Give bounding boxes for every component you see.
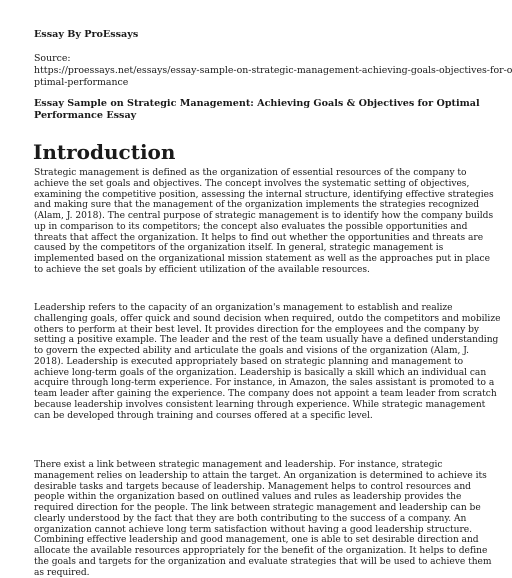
- paragraph-line: (Alam, J. 2018). The central purpose of strategic management is to identify how the company builds: [34, 211, 444, 222]
- paragraph-line: can be developed through training and courses offered at a specific level.: [34, 411, 444, 422]
- paragraph-line: achieve the set goals and objectives. The concept involves the systematic setting of objectives,: [34, 179, 444, 190]
- paragraph-line: and making sure that the management of the organization implements the strategies recognized: [34, 200, 444, 211]
- paragraph-line: people within the organization based on outlined values and rules as leadership provides the: [34, 492, 444, 503]
- source-url-line: ptimal-performance: [34, 77, 444, 89]
- paragraph-line: allocate the available resources appropriately for the benefit of the organization. It helps to define: [34, 546, 444, 557]
- paragraph-line: management relies on leadership to attain the target. An organization is determined to achieve its: [34, 471, 444, 482]
- paragraph-line: setting a positive example. The leader and the rest of the team usually have a defined understanding: [34, 335, 444, 346]
- paragraph: [34, 303, 444, 421]
- paragraph-line: to govern the expected ability and articulate the goals and visions of the organization (Alam, J.: [34, 346, 444, 357]
- paragraph-line: Leadership refers to the capacity of an organization's management to establish and realize: [34, 303, 444, 314]
- paragraph: [34, 460, 444, 578]
- paragraph-line: others to perform at their best level. It provides direction for the employees and the company by: [34, 325, 444, 336]
- paragraph: [34, 168, 444, 276]
- section-heading: Introduction: [33, 140, 175, 164]
- paragraph-line: caused by the competitors of the organization itself. In general, strategic management is: [34, 243, 444, 254]
- source-block: [34, 53, 444, 89]
- paragraph-line: because leadership involves consistent learning through experience. While strategic management: [34, 400, 444, 411]
- paragraph-line: threats that affect the organization. It helps to find out whether the opportunities and threats are: [34, 233, 444, 244]
- paragraph-line: up in comparison to its competitors; the concept also evaluates the possible opportunities and: [34, 222, 444, 233]
- document-title-line: Essay Sample on Strategic Management: Achieving Goals & Objectives for Optimal: [34, 98, 444, 110]
- paragraph-line: as required.: [34, 568, 444, 578]
- paragraph-line: organization cannot achieve long term satisfaction without having a good leadership structure.: [34, 525, 444, 536]
- paragraph-line: examining the competitive position, assessing the internal structure, identifying effective strategies: [34, 190, 444, 201]
- paragraph-line: implemented based on the organizational mission statement as well as the approaches put in place: [34, 254, 444, 265]
- paragraph-line: team leader after gaining the experience. The company does not appoint a team leader from scratch: [34, 389, 444, 400]
- paragraph-line: desirable tasks and targets because of leadership. Management helps to control resources and: [34, 482, 444, 493]
- source-label: Source:: [34, 53, 444, 65]
- paragraph-line: required direction for the people. The link between strategic management and leadership can be: [34, 503, 444, 514]
- paragraph-line: the goals and targets for the organization and evaluate strategies that will be used to achieve them: [34, 557, 444, 568]
- paragraph-line: acquire through long-term experience. For instance, in Amazon, the sales assistant is promoted to a: [34, 378, 444, 389]
- document-title: [34, 98, 444, 122]
- paragraph-line: Combining effective leadership and good management, one is able to set desirable direction and: [34, 535, 444, 546]
- paragraph-line: clearly understood by the fact that they are both contributing to the success of a company. An: [34, 514, 444, 525]
- site-title: Essay By ProEssays: [34, 29, 138, 40]
- paragraph-line: 2018). Leadership is executed appropriately based on strategic planning and management to: [34, 357, 444, 368]
- paragraph-line: There exist a link between strategic management and leadership. For instance, strategic: [34, 460, 444, 471]
- paragraph-line: challenging goals, offer quick and sound decision when required, outdo the competitors and mobilize: [34, 314, 444, 325]
- source-url-line: https://proessays.net/essays/essay-sample-on-strategic-management-achieving-goals-objectives-for-o: [34, 65, 444, 77]
- document-title-line: Performance Essay: [34, 110, 444, 122]
- paragraph-line: to achieve the set goals by efficient utilization of the available resources.: [34, 265, 444, 276]
- paragraph-line: achieve long-term goals of the organization. Leadership is basically a skill which an individual can: [34, 368, 444, 379]
- paragraph-line: Strategic management is defined as the organization of essential resources of the company to: [34, 168, 444, 179]
